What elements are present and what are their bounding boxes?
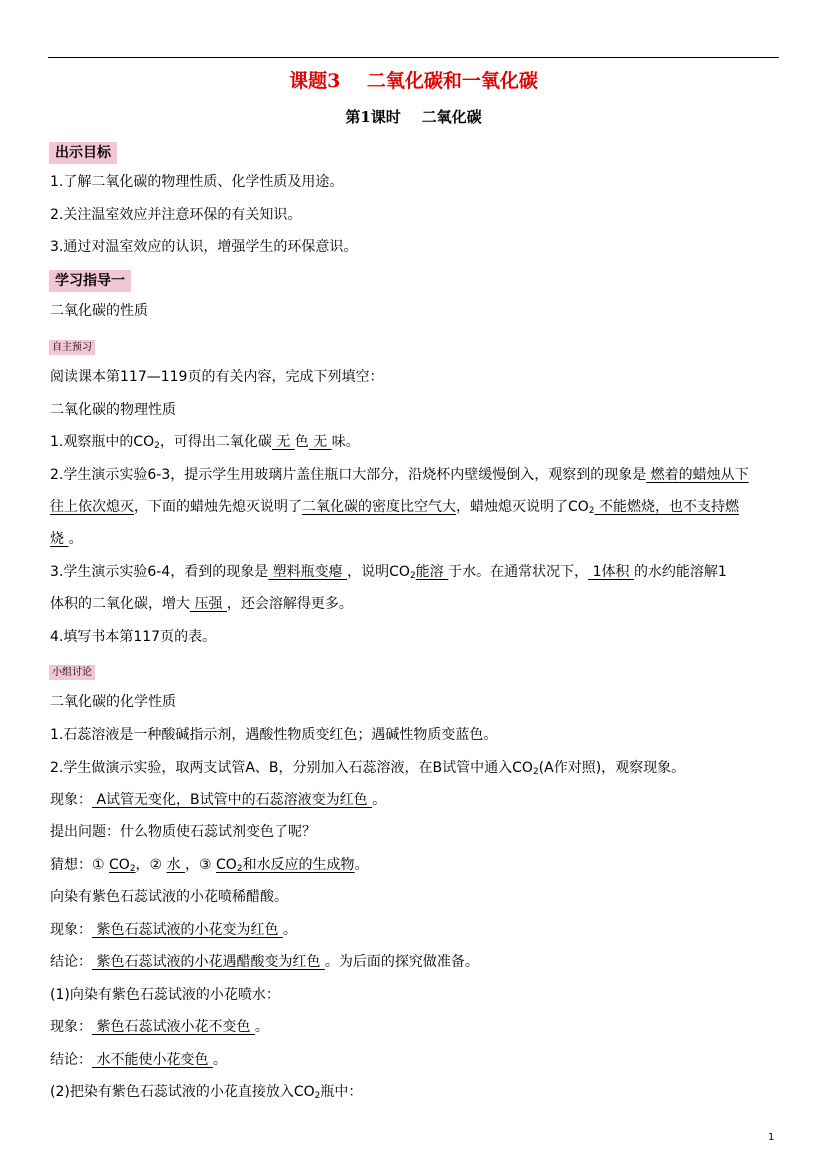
answer-blank: 烧 [50,531,69,547]
answer-blank: $CO_2$和水反应的生成物 [216,857,355,874]
physical-item-1: 1.观察瓶中的$CO_2$，可得出二氧化碳 无 色 无 味。 [50,434,360,451]
page-number: 1 [768,1132,775,1143]
conclusion-2: 结论： 紫色石蕊试液的小花遇醋酸变为红色 。为后面的探究做准备。 [50,954,479,970]
discussion-topic: 二氧化碳的化学性质 [50,694,176,710]
discussion-tag: 小组讨论 [49,665,95,680]
phenomenon-2: 现象： 紫色石蕊试液的小花变为红色 。 [50,922,297,938]
question: 提出问题：什么物质使石蕊试剂变色了呢？ [50,824,316,840]
chemical-item-2: 2.学生做演示实验，取两支试管A、B，分别加入石蕊溶液，在B试管中通入$CO_2(A$作对照)，观察现象。 [50,760,686,777]
physical-item-4: 4.填写书本第117页的表。 [50,629,217,645]
chemical-item-1: 1.石蕊溶液是一种酸碱指示剂，遇酸性物质变红色；遇碱性物质变蓝色。 [50,727,498,743]
guide1-tag: 学习指导一 [49,270,131,292]
answer-blank: 1体积 [588,564,634,580]
answer-blank: 紫色石蕊试液的小花遇醋酸变为红色 [92,954,325,970]
answer-blank: 无 [271,434,295,450]
answer-blank: 往上依次熄灭 [50,499,134,515]
goal-item-1: 1.了解二氧化碳的物理性质、化学性质及用途。 [50,174,344,190]
answer-blank: 塑料瓶变瘪 [268,564,348,580]
answer-blank: 燃着的蜡烛从下 [646,467,749,483]
phenomenon-1: 现象： A试管无变化，B试管中的石蕊溶液变为红色 。 [50,792,387,808]
phenomenon-3: 现象： 紫色石蕊试液小花不变色 。 [50,1019,269,1035]
physical-item-3-line2: 体积的二氧化碳，增大 压强 ，还会溶解得更多。 [50,596,353,612]
answer-blank: 压强 [190,596,227,612]
goal-item-2: 2.关注温室效应并注意环保的有关知识。 [50,207,302,223]
guess: 猜想：① $CO_2$，② 水 ，③ $CO_2$和水反应的生成物。 [50,857,369,874]
physical-item-2-line1: 2.学生演示实验6-3，提示学生用玻璃片盖住瓶口大部分，沿烧杯内壁缓慢倒入，观察到的现象是 燃着的蜡烛从下 [50,467,749,483]
self-study-tag: 自主预习 [49,340,95,355]
answer-blank: 不能燃烧，也不支持燃 [594,499,739,515]
put-in-co2: (2)把染有紫色石蕊试液的小花直接放入$CO_2$瓶中： [50,1084,363,1101]
physical-item-3-line1: 3.学生演示实验6-4，看到的现象是 塑料瓶变瘪 ，说明$CO_2$能溶 于水。在通常状况下， 1体积 的水约能溶解1 [50,564,727,581]
answer-blank: $CO_2$ [109,857,136,874]
spray-acid: 向染有紫色石蕊试液的小花喷稀醋酸。 [50,889,288,905]
answer-blank: 紫色石蕊试液的小花变为红色 [92,922,283,938]
physical-item-2-line2: 往上依次熄灭，下面的蜡烛先熄灭说明了二氧化碳的密度比空气大，蜡烛熄灭说明了$CO_2$ 不能燃烧，也不支持燃 [50,499,739,516]
guide1-topic: 二氧化碳的性质 [50,303,148,319]
self-study-intro: 阅读课本第117—119页的有关内容，完成下列填空： [50,369,384,385]
goal-item-3: 3.通过对温室效应的认识，增强学生的环保意识。 [50,239,358,255]
lesson-subtitle: 第1课时 二氧化碳 [345,108,482,126]
goals-tag: 出示目标 [49,142,117,164]
self-study-topic: 二氧化碳的物理性质 [50,402,176,418]
answer-blank: 水不能使小花变色 [92,1052,213,1068]
answer-blank: 水 [166,857,186,873]
top-rule [48,57,779,58]
answer-blank: 二氧化碳的密度比空气大 [302,499,456,515]
answer-blank: 能溶 [415,564,449,580]
answer-blank: 紫色石蕊试液小花不变色 [92,1019,255,1035]
spray-water: (1)向染有紫色石蕊试液的小花喷水： [50,987,280,1003]
answer-blank: A试管无变化，B试管中的石蕊溶液变为红色 [92,792,373,808]
answer-blank: 无 [308,434,332,450]
conclusion-3: 结论： 水不能使小花变色 。 [50,1052,227,1068]
page-title: 课题3 二氧化碳和一氧化碳 [289,70,538,92]
physical-item-2-line3: 烧 。 [50,531,83,547]
